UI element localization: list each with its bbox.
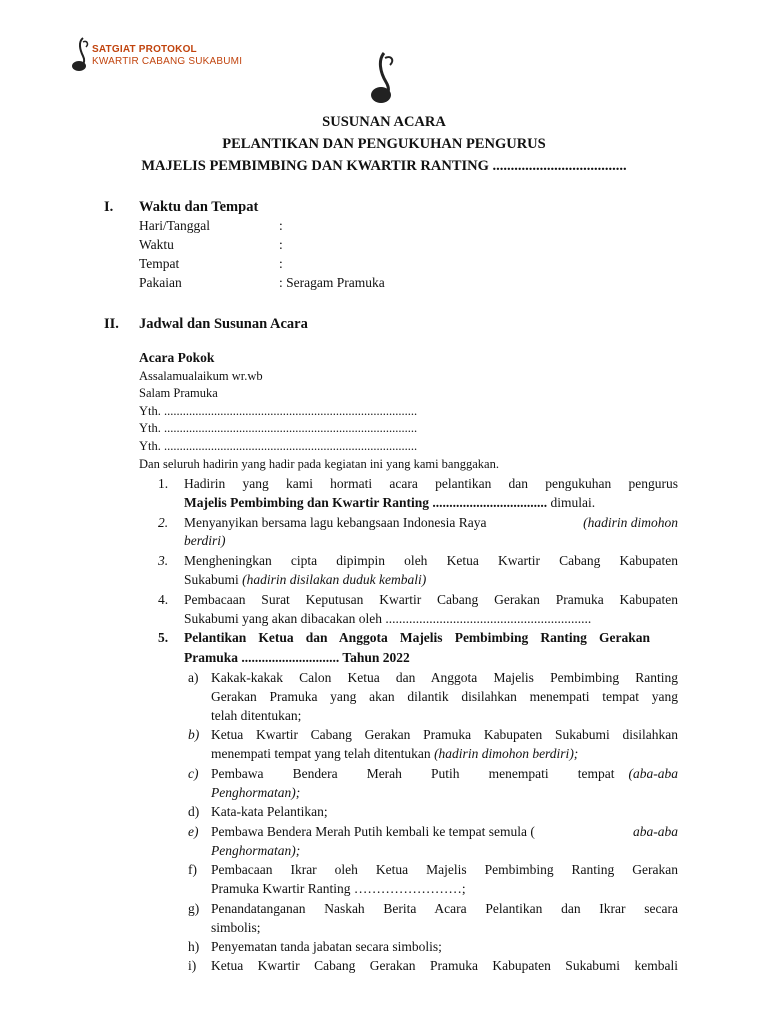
list-item-number: 4.	[158, 592, 169, 607]
row-value: :	[279, 256, 283, 271]
section1-heading: Waktu dan Tempat	[139, 199, 259, 215]
sub-item: Pramuka Kwartir Ranting ……………………;	[211, 881, 466, 896]
sub-item-letter: h)	[188, 939, 200, 954]
list-item	[184, 553, 678, 569]
sub-item	[211, 727, 678, 743]
sub-item-text: menempati tempat yang telah ditentukan	[211, 746, 435, 761]
sub-item: telah ditentukan;	[211, 708, 302, 723]
sub-item-letter: c)	[188, 766, 199, 781]
sub-item-text: Gerakan Pramuka yang akan dilantik disilahkan menempati tempat yang	[211, 689, 678, 704]
list-item-text: Menyanyikan bersama lagu kebangsaan Indonesia Raya	[184, 515, 487, 530]
sub-item-text: Kakak-kakak Calon Ketua dan Anggota Majelis Pembimbing Ranting	[211, 670, 678, 685]
sub-item-text: Ketua Kwartir Cabang Gerakan Pramuka Kabupaten Sukabumi disilahkan	[211, 727, 678, 742]
sub-item-italic-text: (aba-aba	[628, 766, 678, 781]
list-item	[184, 572, 426, 588]
greeting-line: Yth. .................................................................................	[139, 404, 418, 418]
title-majelis: MAJELIS PEMBIMBING DAN KWARTIR RANTING .....................................	[141, 158, 627, 174]
sub-item-italic-text: (hadirin dimohon berdiri);	[434, 746, 579, 761]
list-item-italic-text: (hadirin dimohon	[583, 515, 678, 530]
list-item	[184, 515, 678, 531]
list-item-bold-text: Majelis Pembimbing dan Kwartir Ranting ..................................	[184, 495, 548, 510]
sub-item	[211, 901, 678, 917]
list-item: Sukabumi yang akan dibacakan oleh .............................................................	[184, 611, 592, 626]
list-item-text: Mengheningkan cipta dipimpin oleh Ketua Kwartir Cabang Kabupaten	[184, 553, 678, 568]
sub-item-letter: f)	[188, 862, 197, 877]
sub-item-text: Pembacaan Ikrar oleh Ketua Majelis Pembimbing Ranting Gerakan	[211, 862, 678, 877]
sub-item: Kata-kata Pelantikan;	[211, 804, 328, 819]
sub-item: simbolis;	[211, 920, 261, 935]
greeting-line: Assalamualaikum wr.wb	[139, 369, 263, 383]
row-label: Hari/Tanggal	[139, 218, 211, 233]
section2-number: II.	[104, 316, 119, 332]
row-label: Tempat	[139, 256, 180, 271]
title-pelantikan: PELANTIKAN DAN PENGUKUHAN PENGURUS	[222, 136, 546, 152]
sub-item	[211, 746, 578, 762]
logo-line1: SATGIAT PROTOKOL	[92, 44, 197, 55]
list-item-text: dimulai.	[547, 495, 596, 510]
sub-item	[211, 958, 678, 974]
greeting-line: Salam Pramuka	[139, 386, 218, 400]
sub-item	[211, 689, 678, 705]
sub-item	[211, 824, 678, 840]
list-item	[184, 630, 650, 646]
sub-item: Penyematan tanda jabatan secara simbolis;	[211, 939, 442, 954]
row-label: Pakaian	[139, 275, 182, 290]
title-susunan-acara: SUSUNAN ACARA	[322, 114, 446, 130]
sub-item-text: Pembawa Bendera Merah Putih kembali ke tempat semula (	[211, 824, 535, 839]
sub-item-letter: a)	[188, 670, 199, 685]
sub-item-text: Penandatanganan Naskah Berita Acara Pelantikan dan Ikrar secara	[211, 901, 678, 916]
list-item-text: Sukabumi	[184, 572, 243, 587]
tunas-kelapa-icon	[68, 36, 94, 74]
logo	[68, 36, 268, 76]
list-item: Pramuka ............................. Tahun 2022	[184, 650, 410, 665]
subheading-acara-pokok: Acara Pokok	[139, 350, 215, 365]
list-item-text: Pelantikan Ketua dan Anggota Majelis Pembimbing Ranting Gerakan	[184, 630, 650, 645]
row-label: Waktu	[139, 237, 174, 252]
sub-item-italic-text: aba-aba	[633, 824, 678, 839]
list-item-number: 3.	[158, 553, 169, 568]
sub-item-letter: e)	[188, 824, 199, 839]
sub-item-text: Pembawa Bendera Merah Putih menempati tempat	[211, 766, 615, 781]
sub-item: Penghormatan);	[211, 785, 301, 800]
sub-item-letter: i)	[188, 958, 197, 973]
list-item: berdiri)	[184, 533, 226, 548]
list-item-italic-text: (hadirin disilakan duduk kembali)	[242, 572, 427, 587]
list-item-text: Pembacaan Surat Keputusan Kwartir Cabang Gerakan Pramuka Kabupaten	[184, 592, 678, 607]
row-value: : Seragam Pramuka	[279, 275, 385, 290]
greeting-line: Yth. .................................................................................	[139, 439, 418, 453]
list-item	[184, 495, 595, 511]
tunas-kelapa-emblem-icon	[368, 50, 402, 106]
sub-item-letter: b)	[188, 727, 200, 742]
sub-item-letter: d)	[188, 804, 200, 819]
sub-item-text: Ketua Kwartir Cabang Gerakan Pramuka Kabupaten Sukabumi kembali	[211, 958, 678, 973]
list-item-number: 5.	[158, 630, 169, 645]
list-item	[184, 476, 678, 492]
sub-item	[211, 862, 678, 878]
sub-item: Penghormatan);	[211, 843, 301, 858]
row-value: :	[279, 237, 283, 252]
greeting-line: Yth. .................................................................................	[139, 421, 418, 435]
list-item-number: 1.	[158, 476, 169, 491]
row-value: :	[279, 218, 283, 233]
list-item-text: Hadirin yang kami hormati acara pelantikan dan pengukuhan pengurus	[184, 476, 678, 491]
list-item	[184, 592, 678, 608]
sub-item	[211, 670, 678, 686]
section2-heading: Jadwal dan Susunan Acara	[139, 316, 308, 332]
sub-item-letter: g)	[188, 901, 200, 916]
list-item-number: 2.	[158, 515, 169, 530]
logo-line2: KWARTIR CABANG SUKABUMI	[92, 56, 243, 67]
sub-item	[211, 766, 678, 782]
intro-line: Dan seluruh hadirin yang hadir pada kegiatan ini yang kami banggakan.	[139, 457, 499, 471]
section1-number: I.	[104, 199, 114, 215]
